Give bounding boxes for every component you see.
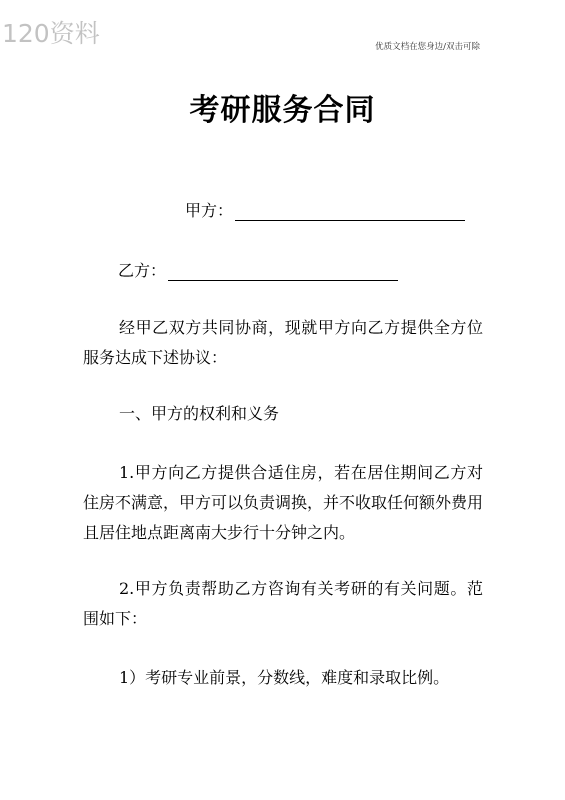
clause-1-paragraph: 1.甲方向乙方提供合适住房，若在居住期间乙方对住房不满意，甲方可以负责调换，并不收取任何额外费用且居住地点距离南大步行十分钟之内。 — [83, 463, 484, 542]
watermark-logo: 120资料 — [2, 19, 100, 48]
header-note: 优质文档在您身边/双击可除 — [375, 42, 480, 52]
party-b-blank — [168, 266, 398, 281]
party-b-label: 乙方： — [118, 261, 167, 280]
party-a-label: 甲方： — [185, 201, 234, 220]
party-a-line — [185, 198, 465, 221]
document-title: 考研服务合同 — [189, 93, 376, 128]
clause-2-item-1: 1）考研专业前景，分数线，难度和录取比例。 — [119, 668, 450, 687]
party-a-blank — [235, 206, 465, 221]
party-b-line — [118, 258, 398, 281]
intro-paragraph: 经甲乙双方共同协商，现就甲方向乙方提供全方位服务达成下述协议： — [83, 318, 483, 367]
section1-heading: 一、甲方的权利和义务 — [119, 404, 280, 423]
clause-2-paragraph: 2.甲方负责帮助乙方咨询有关考研的有关问题。范围如下： — [83, 579, 483, 628]
